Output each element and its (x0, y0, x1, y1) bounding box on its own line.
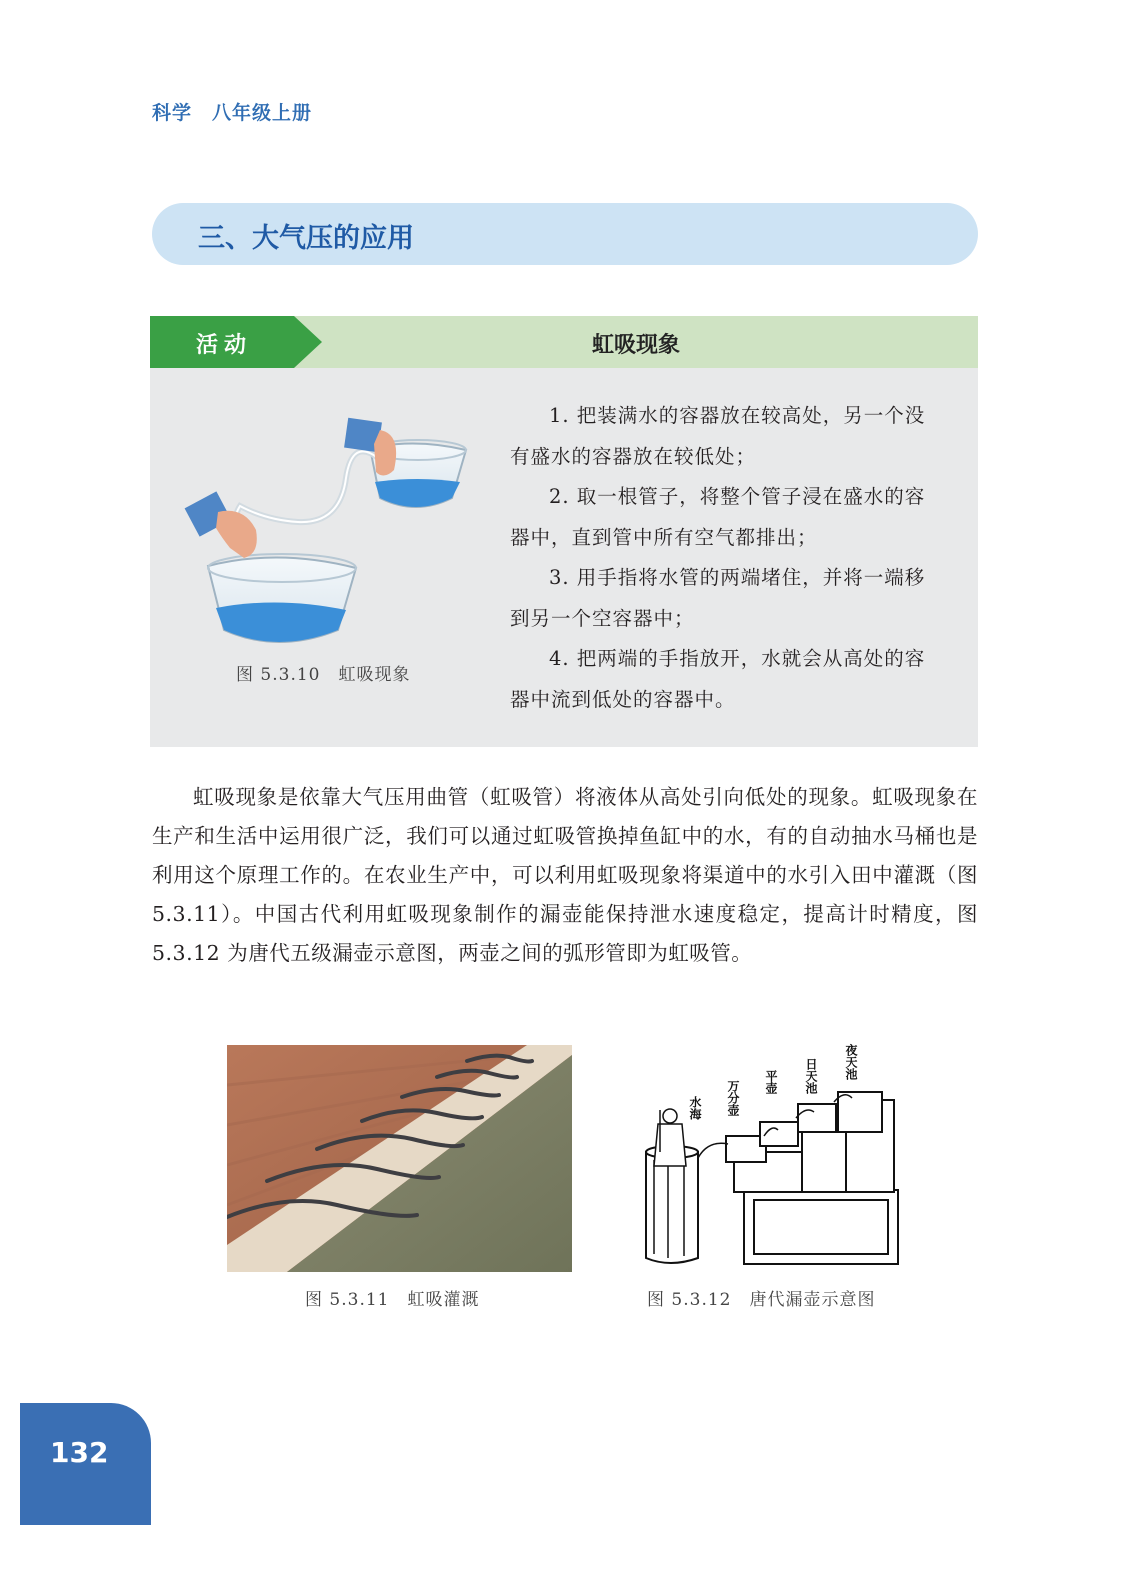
running-head-subject: 科学 (152, 102, 193, 124)
activity-step: 4. 把两端的手指放开，水就会从高处的容器中流到低处的容器中。 (510, 647, 926, 711)
activity-tag-label: 活动 (196, 333, 253, 358)
figure-caption-siphon: 图 5.3.10 虹吸现象 (236, 665, 411, 685)
clepsydra-label: 夜天池 (844, 1044, 858, 1080)
activity-title: 虹吸现象 (592, 333, 681, 358)
figure-caption-clepsydra: 图 5.3.12 唐代漏壶示意图 (647, 1290, 876, 1310)
clepsydra-label: 水海 (688, 1096, 702, 1120)
running-head (152, 98, 312, 125)
body-paragraph: 虹吸现象是依靠大气压用曲管（虹吸管）将液体从高处引向低处的现象。虹吸现象在生产和生活中运用很广泛，我们可以通过虹吸管换掉鱼缸中的水，有的自动抽水马桶也是利用这个原理工作的。在农业生产中，可以利用虹吸现象将渠道中的水引入田中灌溉（图 5.3.11）。中国古代利用虹吸现象制作的漏壶能保持泄水速度稳定，提高计时精度，图 5.3.12 为唐代五级漏壶示意图，两壶之间的弧形管即为虹吸管。 (152, 785, 978, 965)
activity-step: 3. 用手指将水管的两端堵住，并将一端移到另一个空容器中； (510, 566, 926, 630)
siphon-irrigation-photo (227, 1045, 572, 1272)
clepsydra-label: 日天池 (804, 1058, 818, 1094)
figure-caption-irrigation: 图 5.3.11 虹吸灌溉 (305, 1290, 480, 1310)
clepsydra-label: 平壶 (764, 1070, 778, 1094)
body-text (152, 778, 978, 973)
page-number: 132 (50, 1436, 109, 1469)
siphon-experiment-illustration (180, 398, 480, 653)
section-title: 三、大气压的应用 (198, 223, 414, 254)
activity-step: 1. 把装满水的容器放在较高处，另一个没有盛水的容器放在较低处； (510, 404, 926, 468)
tang-clepsydra-drawing (638, 1040, 906, 1272)
activity-steps (510, 396, 942, 720)
clepsydra-label: 万分壶 (726, 1080, 740, 1116)
activity-step: 2. 取一根管子，将整个管子浸在盛水的容器中，直到管中所有空气都排出； (510, 485, 926, 549)
running-head-grade: 八年级上册 (212, 102, 313, 124)
